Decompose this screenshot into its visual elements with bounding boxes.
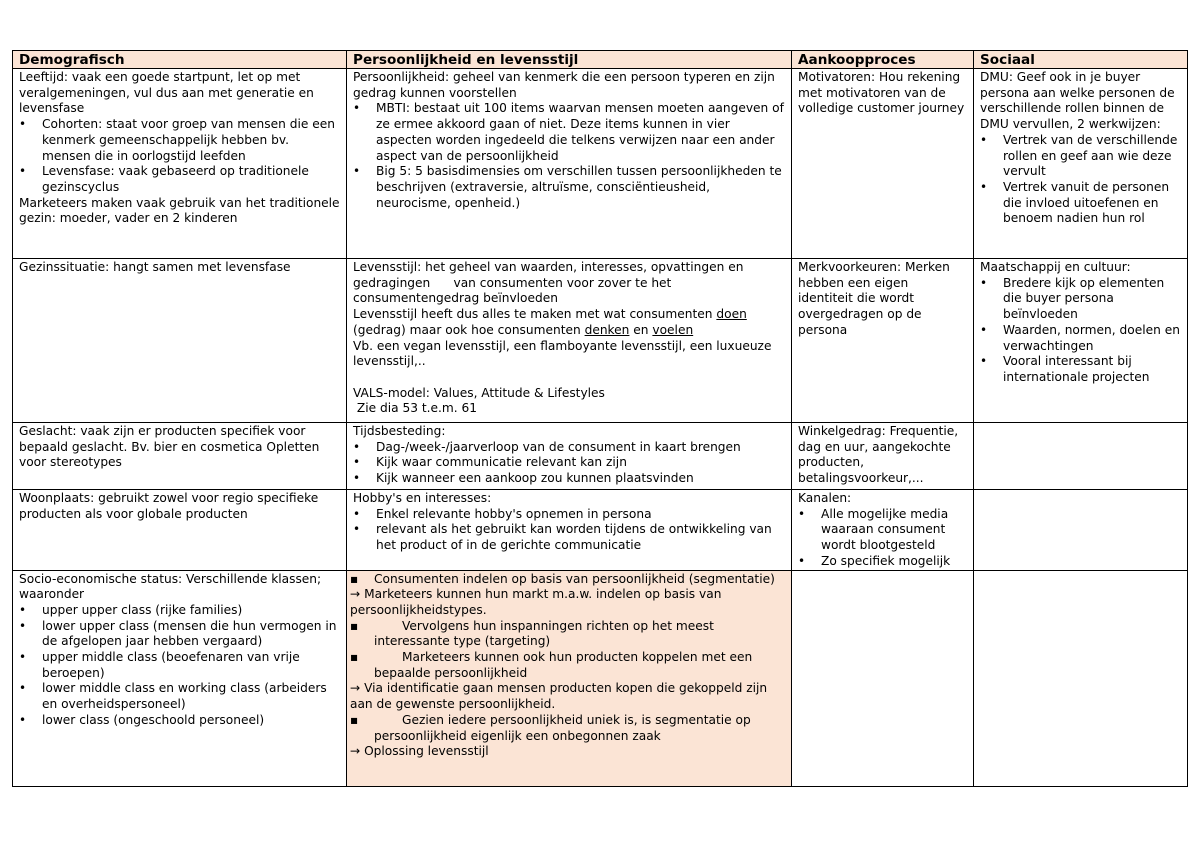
bullet-list	[353, 101, 785, 211]
bullet-list	[980, 133, 1181, 227]
list-item: • upper upper class (rijke families)	[19, 603, 340, 619]
cell-merkvoorkeuren	[792, 259, 974, 423]
text-run: Levensstijl heeft dus alles te maken met wat consumenten	[353, 307, 717, 322]
list-item: • relevant als het gebruikt kan worden tijdens de ontwikkeling van het product of in de gerichte communicatie	[353, 522, 785, 553]
cell-text: Gezinssituatie: hangt samen met levensfase	[19, 260, 291, 274]
cell-text: Socio-economische status: Verschillende klassen; waaronder	[19, 571, 322, 602]
cell-text: Maatschappij en cultuur:	[980, 260, 1131, 274]
cell-text: Zie dia 53 t.e.m. 61	[353, 401, 477, 416]
list-item: • Alle mogelijke media waaraan consument wordt blootgesteld	[798, 507, 967, 554]
item-text: Consumenten indelen op basis van persoonlijkheid (segmentatie)	[374, 571, 775, 586]
cell-leeftijd	[13, 69, 347, 259]
list-item: • Big 5: 5 basisdimensies om verschillen tussen persoonlijkheden te beschrijven (extraversie, altruïsme, consciëntieusheid, neurocisme, openheid.)	[353, 164, 785, 211]
table-row	[13, 570, 1188, 786]
cell-text: Woonplaats: gebruikt zowel voor regio specifieke producten als voor globale producten	[19, 491, 319, 521]
cell-dmu	[974, 69, 1188, 259]
cell-text: DMU: Geef ook in je buyer persona aan welke personen de verschillende rollen binnen de DMU vervullen, 2 werkwijzen:	[980, 70, 1175, 132]
cell-empty	[974, 490, 1188, 571]
persona-table	[12, 50, 1188, 787]
cell-socio-economisch	[13, 570, 347, 786]
bullet-list	[19, 603, 340, 729]
bullet-marker: ▪	[350, 650, 359, 665]
list-item: • Enkel relevante hobby's opnemen in persona	[353, 507, 785, 523]
cell-text: Motivatoren: Hou rekening met motivatoren van de volledige customer journey	[798, 70, 965, 116]
bullet-marker: ▪	[350, 712, 359, 727]
list-item: • Cohorten: staat voor groep van mensen die een kenmerk gemeenschappelijk hebben bv. mensen die in oorlogstijd leefden	[19, 117, 340, 164]
bullet-list	[19, 117, 340, 196]
list-item: • Vertrek vanuit de personen die invloed uitoefenen en benoem nadien hun rol	[980, 180, 1181, 227]
cell-text: Hobby's en interesses:	[353, 491, 492, 505]
cell-text: Winkelgedrag: Frequentie, dag en uur, aangekochte producten, betalingsvoorkeur,...	[798, 424, 959, 486]
list-item: • Kijk waar communicatie relevant kan zijn	[353, 455, 785, 471]
text-run: (gedrag) maar ook hoe consumenten	[353, 322, 585, 337]
bullet-list	[798, 507, 967, 570]
cell-segmentatie	[347, 570, 792, 786]
cell-motivatoren	[792, 69, 974, 259]
cell-text: Geslacht: vaak zijn er producten specifiek voor bepaald geslacht. Bv. bier en cosmetica Opletten voor stereotypes	[19, 424, 320, 470]
list-item	[350, 619, 785, 650]
list-item: • MBTI: bestaat uit 100 items waarvan mensen moeten aangeven of ze ermee akkoord gaan of niet. Deze items kunnen in vier aspecten worden ingedeeld die telkens verwijzen naar een ander aspect van de persoonlijkheid	[353, 101, 785, 164]
cell-kanalen	[792, 490, 974, 571]
cell-text	[353, 307, 785, 338]
cell-winkelgedrag	[792, 423, 974, 490]
cell-geslacht	[13, 423, 347, 490]
list-item: • Kijk wanneer een aankoop zou kunnen plaatsvinden	[353, 471, 785, 487]
header-row	[13, 51, 1188, 69]
cell-text: VALS-model: Values, Attitude & Lifestyles	[353, 385, 605, 400]
spacer	[353, 370, 785, 386]
cell-text: → Oplossing levensstijl	[350, 744, 489, 759]
table-row	[13, 259, 1188, 423]
cell-text: Kanalen:	[798, 491, 852, 505]
list-item: • Vooral interessant bij internationale projecten	[980, 354, 1181, 385]
item-text: Gezien iedere persoonlijkheid uniek is, is segmentatie op persoonlijkheid eigenlijk een onbegonnen zaak	[374, 712, 751, 743]
cell-levensstijl	[347, 259, 792, 423]
cell-text: Marketeers maken vaak gebruik van het traditionele gezin: moeder, vader en 2 kinderen	[19, 195, 340, 226]
item-text: Marketeers kunnen ook hun producten koppelen met een bepaalde persoonlijkheid	[374, 650, 753, 680]
item-text: Vervolgens hun inspanningen richten op het meest interessante type (targeting)	[374, 618, 714, 649]
cell-text: Persoonlijkheid: geheel van kenmerk die een persoon typeren en zijn gedrag kunnen voorstellen	[353, 70, 775, 100]
header-demografisch: Demografisch	[13, 51, 347, 69]
cell-hobbys	[347, 490, 792, 571]
underlined-word: denken	[584, 322, 630, 337]
list-item: • lower class (ongeschoold personeel)	[19, 713, 340, 729]
cell-text: → Marketeers kunnen hun markt m.a.w. indelen op basis van persoonlijkheidstypes.	[350, 587, 722, 617]
list-item: • Bredere kijk op elementen die buyer persona beïnvloeden	[980, 276, 1181, 323]
header-sociaal: Sociaal	[974, 51, 1188, 69]
cell-text: Tijdsbesteding:	[353, 424, 446, 438]
cell-text: Leeftijd: vaak een goede startpunt, let op met veralgemeningen, vul dus aan met generatie en levensfase	[19, 70, 314, 116]
list-item	[350, 713, 785, 744]
table-row	[13, 490, 1188, 571]
bullet-list	[353, 440, 785, 487]
bullet-marker: ▪	[350, 618, 359, 633]
list-item: • Waarden, normen, doelen en verwachtingen	[980, 323, 1181, 354]
cell-persoonlijkheid	[347, 69, 792, 259]
text-run: en	[629, 322, 653, 337]
list-item	[350, 650, 785, 681]
bullet-marker: ▪	[350, 571, 359, 586]
header-aankoopproces: Aankoopproces	[792, 51, 974, 69]
cell-gezinssituatie	[13, 259, 347, 423]
cell-empty	[974, 570, 1188, 786]
cell-text: Levensstijl: het geheel van waarden, interesses, opvattingen en gedragingen van consumenten voor zover te het consumentengedrag beïnvloeden	[353, 260, 748, 306]
underlined-word: voelen	[652, 322, 694, 337]
cell-woonplaats	[13, 490, 347, 571]
underlined-word: doen	[716, 307, 747, 322]
table-row	[13, 423, 1188, 490]
cell-empty	[792, 570, 974, 786]
list-item: • Vertrek van de verschillende rollen en geef aan wie deze vervult	[980, 133, 1181, 180]
list-item: • Levensfase: vaak gebaseerd op traditionele gezinscyclus	[19, 164, 340, 195]
header-persoonlijkheid: Persoonlijkheid en levensstijl	[347, 51, 792, 69]
list-item: • lower upper class (mensen die hun vermogen in de afgelopen jaar hebben vergaard)	[19, 619, 340, 650]
cell-text: → Via identificatie gaan mensen producten kopen die gekoppeld zijn aan de gewenste persoonlijkheid.	[350, 681, 768, 712]
cell-text: Merkvoorkeuren: Merken hebben een eigen identiteit die wordt overgedragen op de persona	[798, 260, 950, 337]
list-item	[350, 572, 785, 588]
list-item: • Zo specifiek mogelijk	[798, 554, 967, 570]
list-item: • Dag-/week-/jaarverloop van de consument in kaart brengen	[353, 440, 785, 456]
table-row	[13, 69, 1188, 259]
bullet-list	[353, 507, 785, 554]
bullet-list	[980, 276, 1181, 386]
cell-tijdsbesteding	[347, 423, 792, 490]
cell-text: Vb. een vegan levensstijl, een flamboyante levensstijl, een luxueuze levensstijl,..	[353, 338, 772, 369]
list-item: • upper middle class (beoefenaren van vrije beroepen)	[19, 650, 340, 681]
list-item: • lower middle class en working class (arbeiders en overheidspersoneel)	[19, 681, 340, 712]
cell-maatschappij	[974, 259, 1188, 423]
cell-empty	[974, 423, 1188, 490]
